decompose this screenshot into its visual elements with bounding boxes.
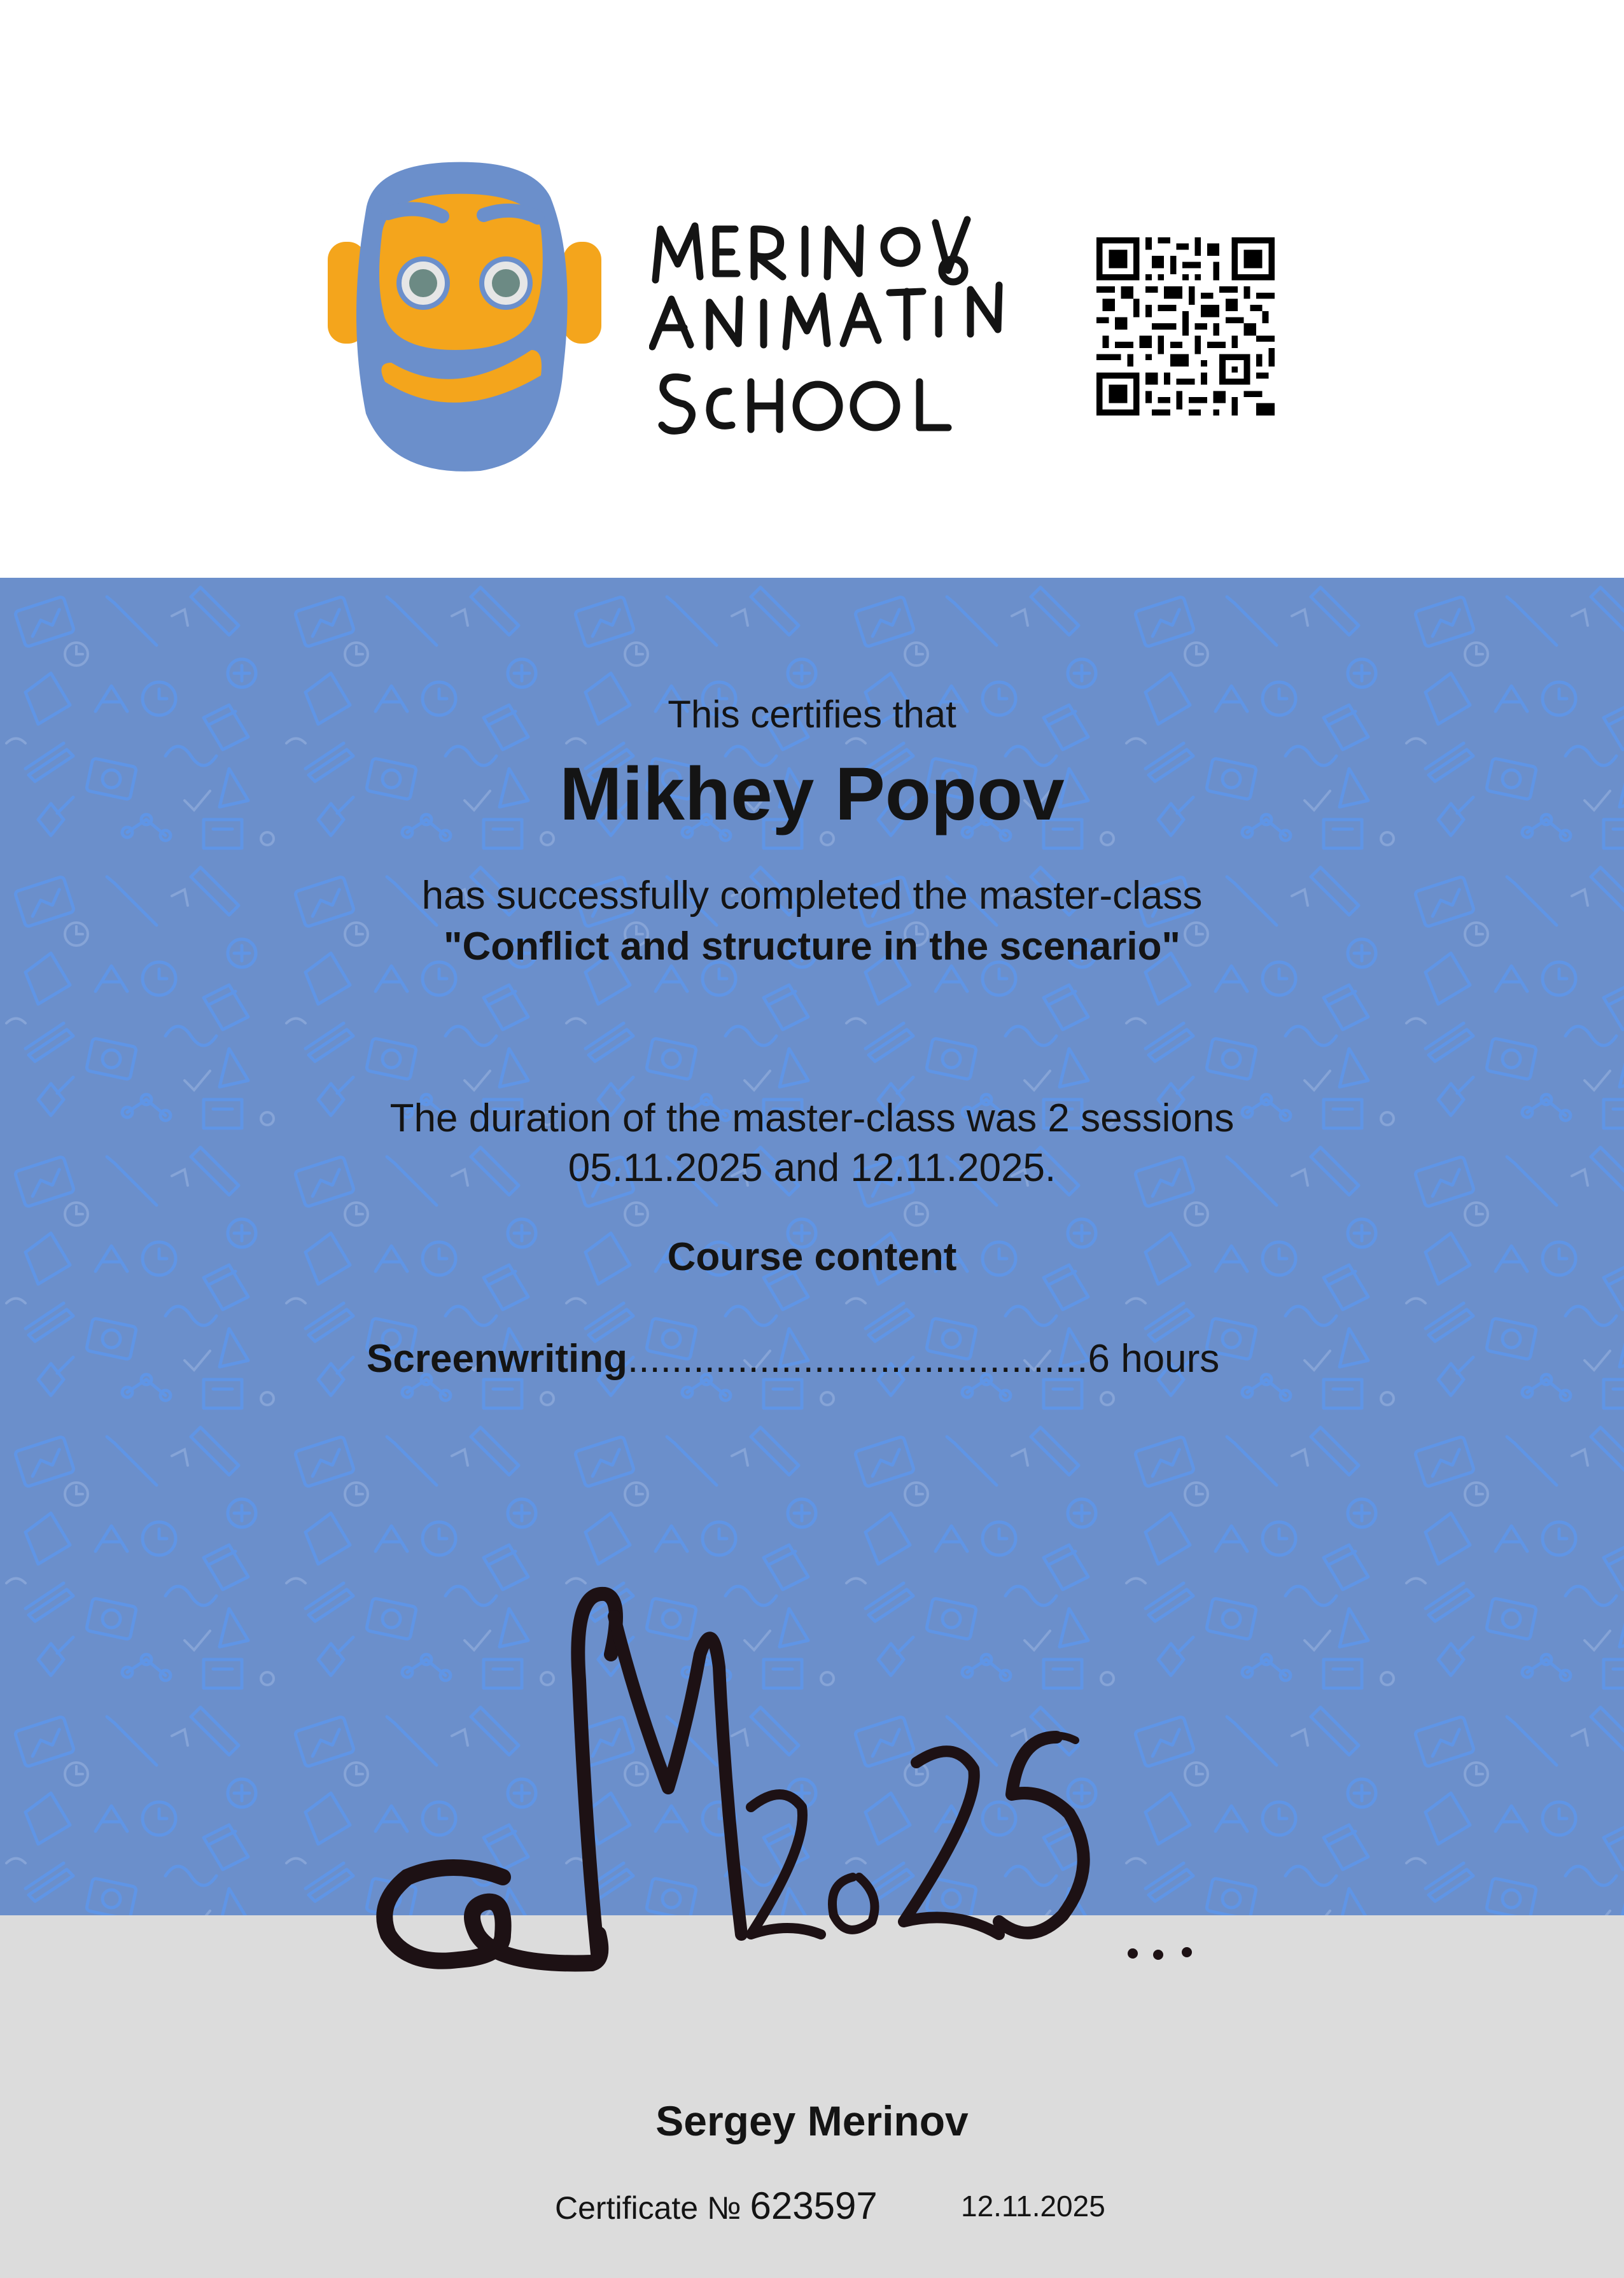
mascot-logo-icon [321,159,608,477]
course-content-row [367,1336,1219,1381]
certificate-number [555,2184,878,2228]
handwritten-signature [369,1578,1228,1998]
content-dot-leader: .......................................... [627,1337,1088,1381]
content-subject: Screenwriting [367,1337,627,1381]
qr-code-icon [1096,237,1275,416]
signer-name: Sergey Merinov [655,2097,969,2144]
certificate-number-label: Certificate № [555,2190,741,2226]
completion-statement: has successfully completed the master-class [421,874,1203,918]
duration-statement: The duration of the master-class was 2 sessions [389,1096,1235,1140]
certificate-number-value: 623597 [750,2184,878,2227]
course-content-heading: Course content [667,1235,957,1279]
session-dates: 05.11.2025 and 12.11.2025. [568,1146,1056,1190]
certificate-header [0,0,1624,578]
certifies-intro-text: This certifies that [668,693,956,736]
issue-date: 12.11.2025 [961,2190,1105,2223]
course-title: "Conflict and structure in the scenario" [444,925,1180,968]
school-wordmark-logo [649,210,1005,445]
recipient-name: Mikhey Popov [559,752,1065,836]
content-hours: 6 hours [1088,1337,1220,1381]
